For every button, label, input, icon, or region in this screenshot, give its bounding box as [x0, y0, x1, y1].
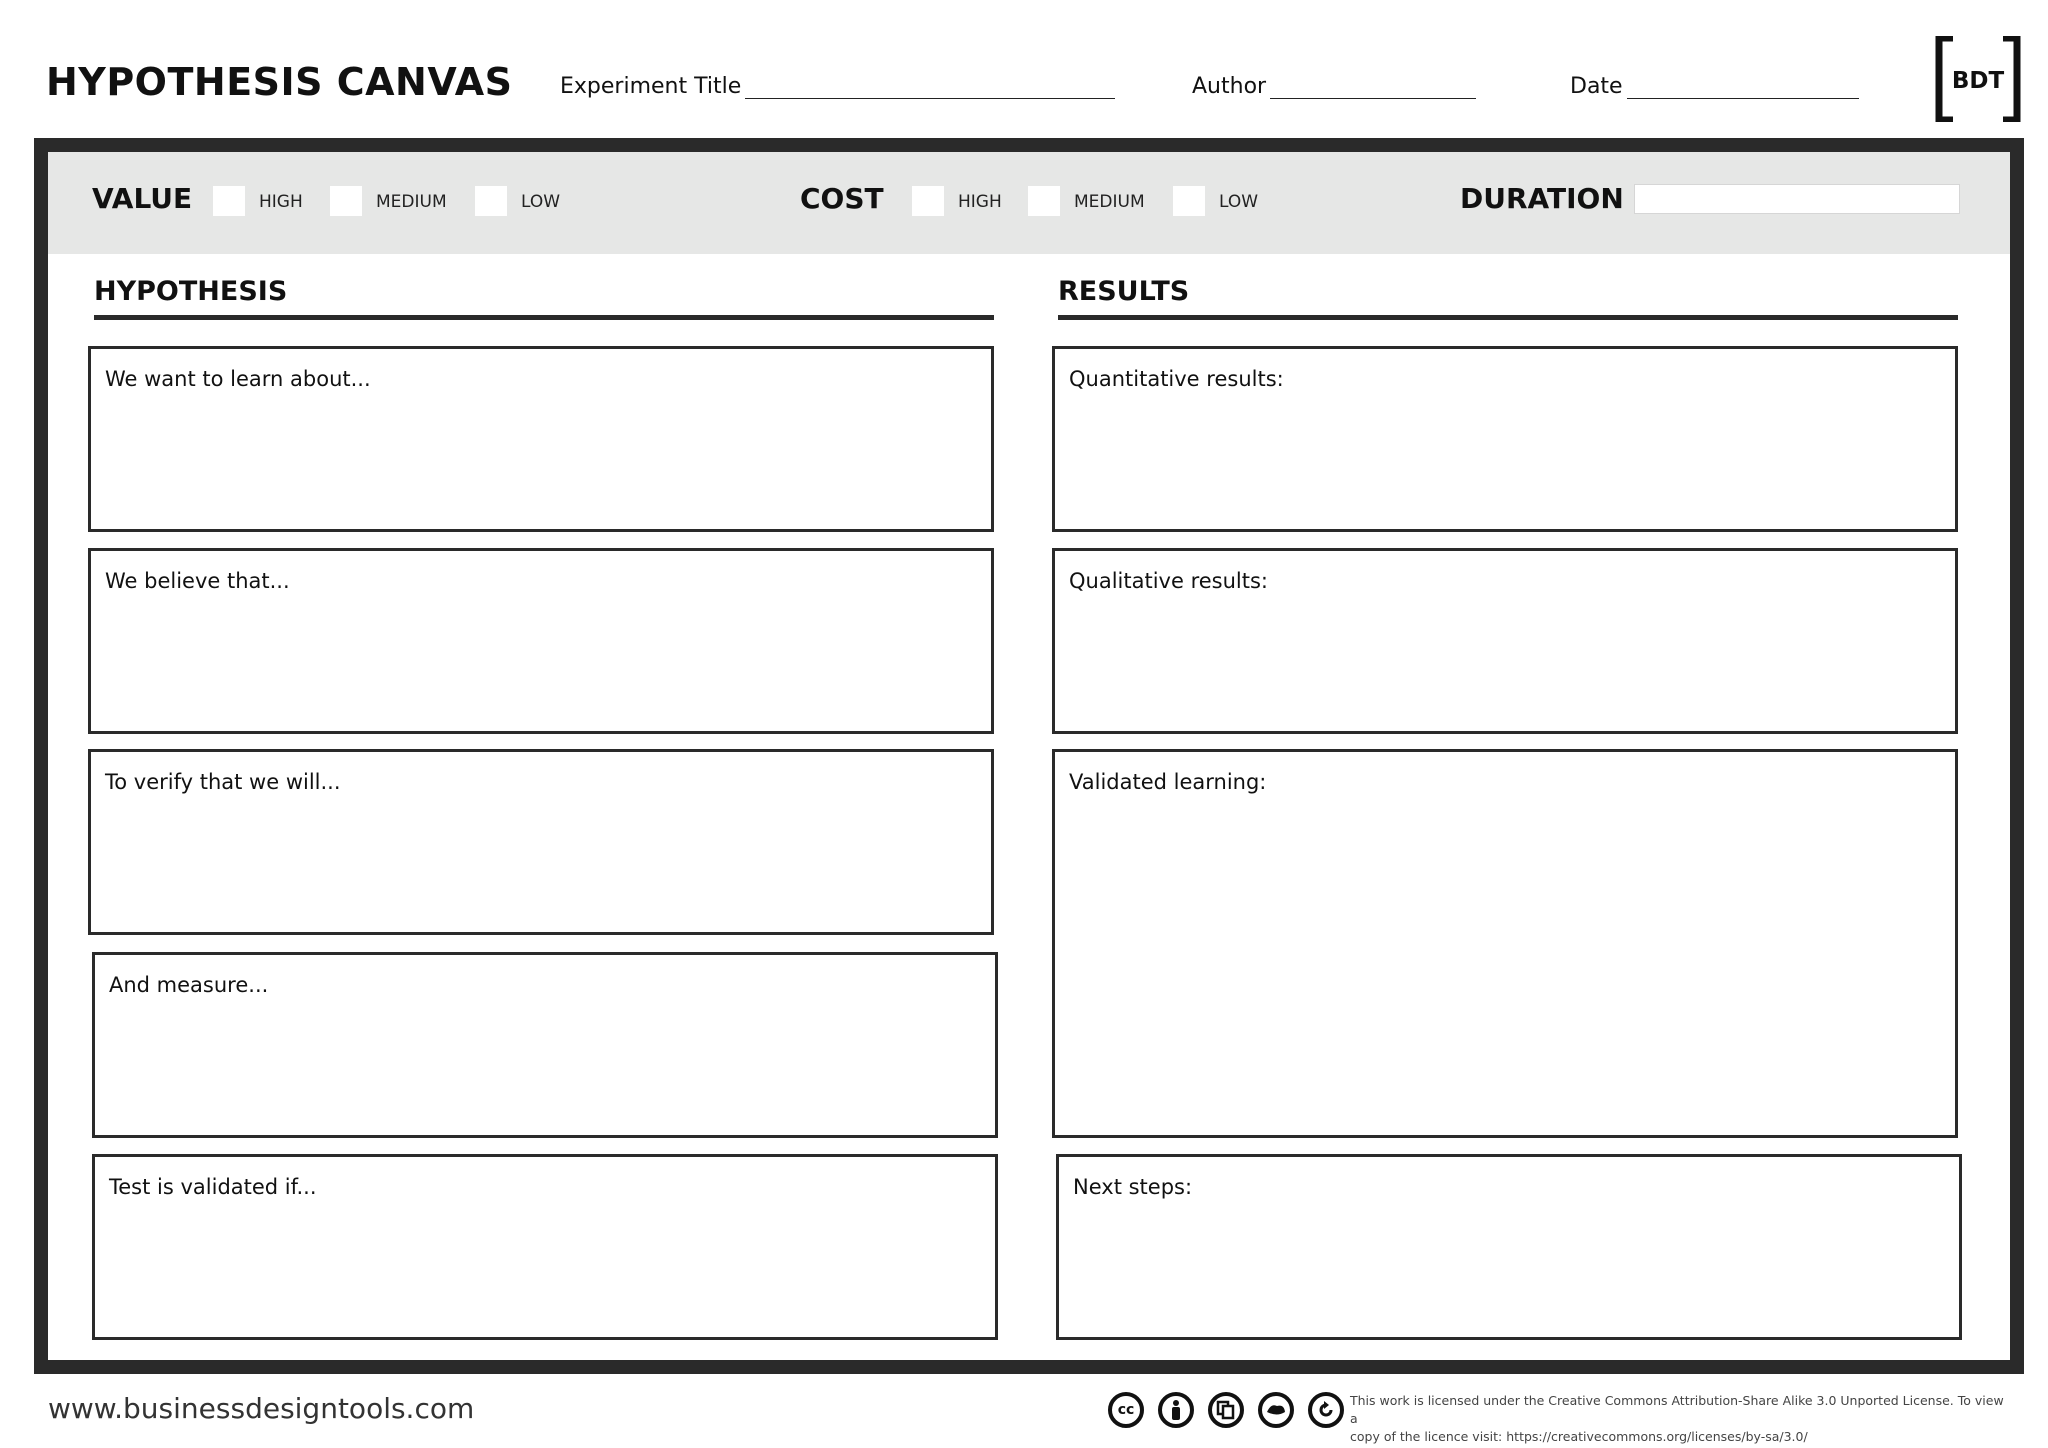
verify-that-prompt: To verify that we will...	[105, 770, 341, 794]
license-line-1: This work is licensed under the Creative Commons Attribution-Share Alike 3.0 Unported License. To view a	[1350, 1393, 2004, 1426]
duration-input[interactable]	[1634, 184, 1960, 214]
validated-learning-prompt: Validated learning:	[1069, 770, 1267, 794]
commercial-icon	[1258, 1392, 1294, 1428]
experiment-title-label: Experiment Title	[560, 74, 742, 99]
believe-that-box[interactable]	[88, 548, 994, 734]
share-alike-icon	[1308, 1392, 1344, 1428]
cost-label: COST	[800, 182, 884, 215]
cc-license-icons	[1108, 1392, 1344, 1428]
value-label: VALUE	[92, 182, 193, 215]
license-notice	[1350, 1392, 2010, 1446]
next-steps-box[interactable]	[1056, 1154, 1962, 1340]
website-link[interactable]: www.businessdesigntools.com	[48, 1392, 475, 1425]
date-input-line[interactable]	[1627, 74, 1859, 99]
learn-about-prompt: We want to learn about...	[105, 367, 371, 391]
believe-that-prompt: We believe that...	[105, 569, 290, 593]
cost-medium-label: MEDIUM	[1074, 192, 1145, 212]
next-steps-prompt: Next steps:	[1073, 1175, 1193, 1199]
cost-low-label: LOW	[1219, 192, 1259, 212]
qualitative-results-box[interactable]	[1052, 548, 1958, 734]
author-field[interactable]	[1192, 74, 1476, 99]
results-heading: RESULTS	[1058, 276, 1190, 307]
value-high-label: HIGH	[259, 192, 303, 212]
cost-high-label: HIGH	[958, 192, 1002, 212]
author-label: Author	[1192, 74, 1267, 99]
verify-that-box[interactable]	[88, 749, 994, 935]
hypothesis-heading: HYPOTHESIS	[94, 276, 288, 307]
logo-text: BDT	[1951, 68, 2005, 94]
cost-high-checkbox[interactable]	[912, 186, 944, 216]
validated-learning-box[interactable]	[1052, 749, 1958, 1138]
value-medium-label: MEDIUM	[376, 192, 447, 212]
cc-icon: cc	[1108, 1392, 1144, 1428]
copy-icon	[1208, 1392, 1244, 1428]
attribution-icon	[1158, 1392, 1194, 1428]
bdt-logo	[1935, 36, 2021, 122]
date-field[interactable]	[1570, 74, 1859, 99]
license-line-2[interactable]: copy of the licence visit: https://creativecommons.org/licenses/by-sa/3.0/	[1350, 1429, 1808, 1444]
results-heading-rule	[1058, 315, 1958, 320]
author-input-line[interactable]	[1270, 74, 1476, 99]
validated-if-box[interactable]	[92, 1154, 998, 1340]
learn-about-box[interactable]	[88, 346, 994, 532]
date-label: Date	[1570, 74, 1623, 99]
qualitative-results-prompt: Qualitative results:	[1069, 569, 1268, 593]
duration-label: DURATION	[1460, 182, 1624, 215]
measure-prompt: And measure...	[109, 973, 269, 997]
hypothesis-heading-rule	[94, 315, 994, 320]
value-medium-checkbox[interactable]	[330, 186, 362, 216]
value-low-checkbox[interactable]	[475, 186, 507, 216]
validated-if-prompt: Test is validated if...	[109, 1175, 317, 1199]
experiment-title-input-line[interactable]	[745, 74, 1115, 99]
measure-box[interactable]	[92, 952, 998, 1138]
quantitative-results-prompt: Quantitative results:	[1069, 367, 1284, 391]
value-low-label: LOW	[521, 192, 561, 212]
value-high-checkbox[interactable]	[213, 186, 245, 216]
cost-low-checkbox[interactable]	[1173, 186, 1205, 216]
quantitative-results-box[interactable]	[1052, 346, 1958, 532]
cost-medium-checkbox[interactable]	[1028, 186, 1060, 216]
experiment-title-field[interactable]	[560, 74, 1115, 99]
canvas-title: HYPOTHESIS CANVAS	[46, 60, 513, 104]
